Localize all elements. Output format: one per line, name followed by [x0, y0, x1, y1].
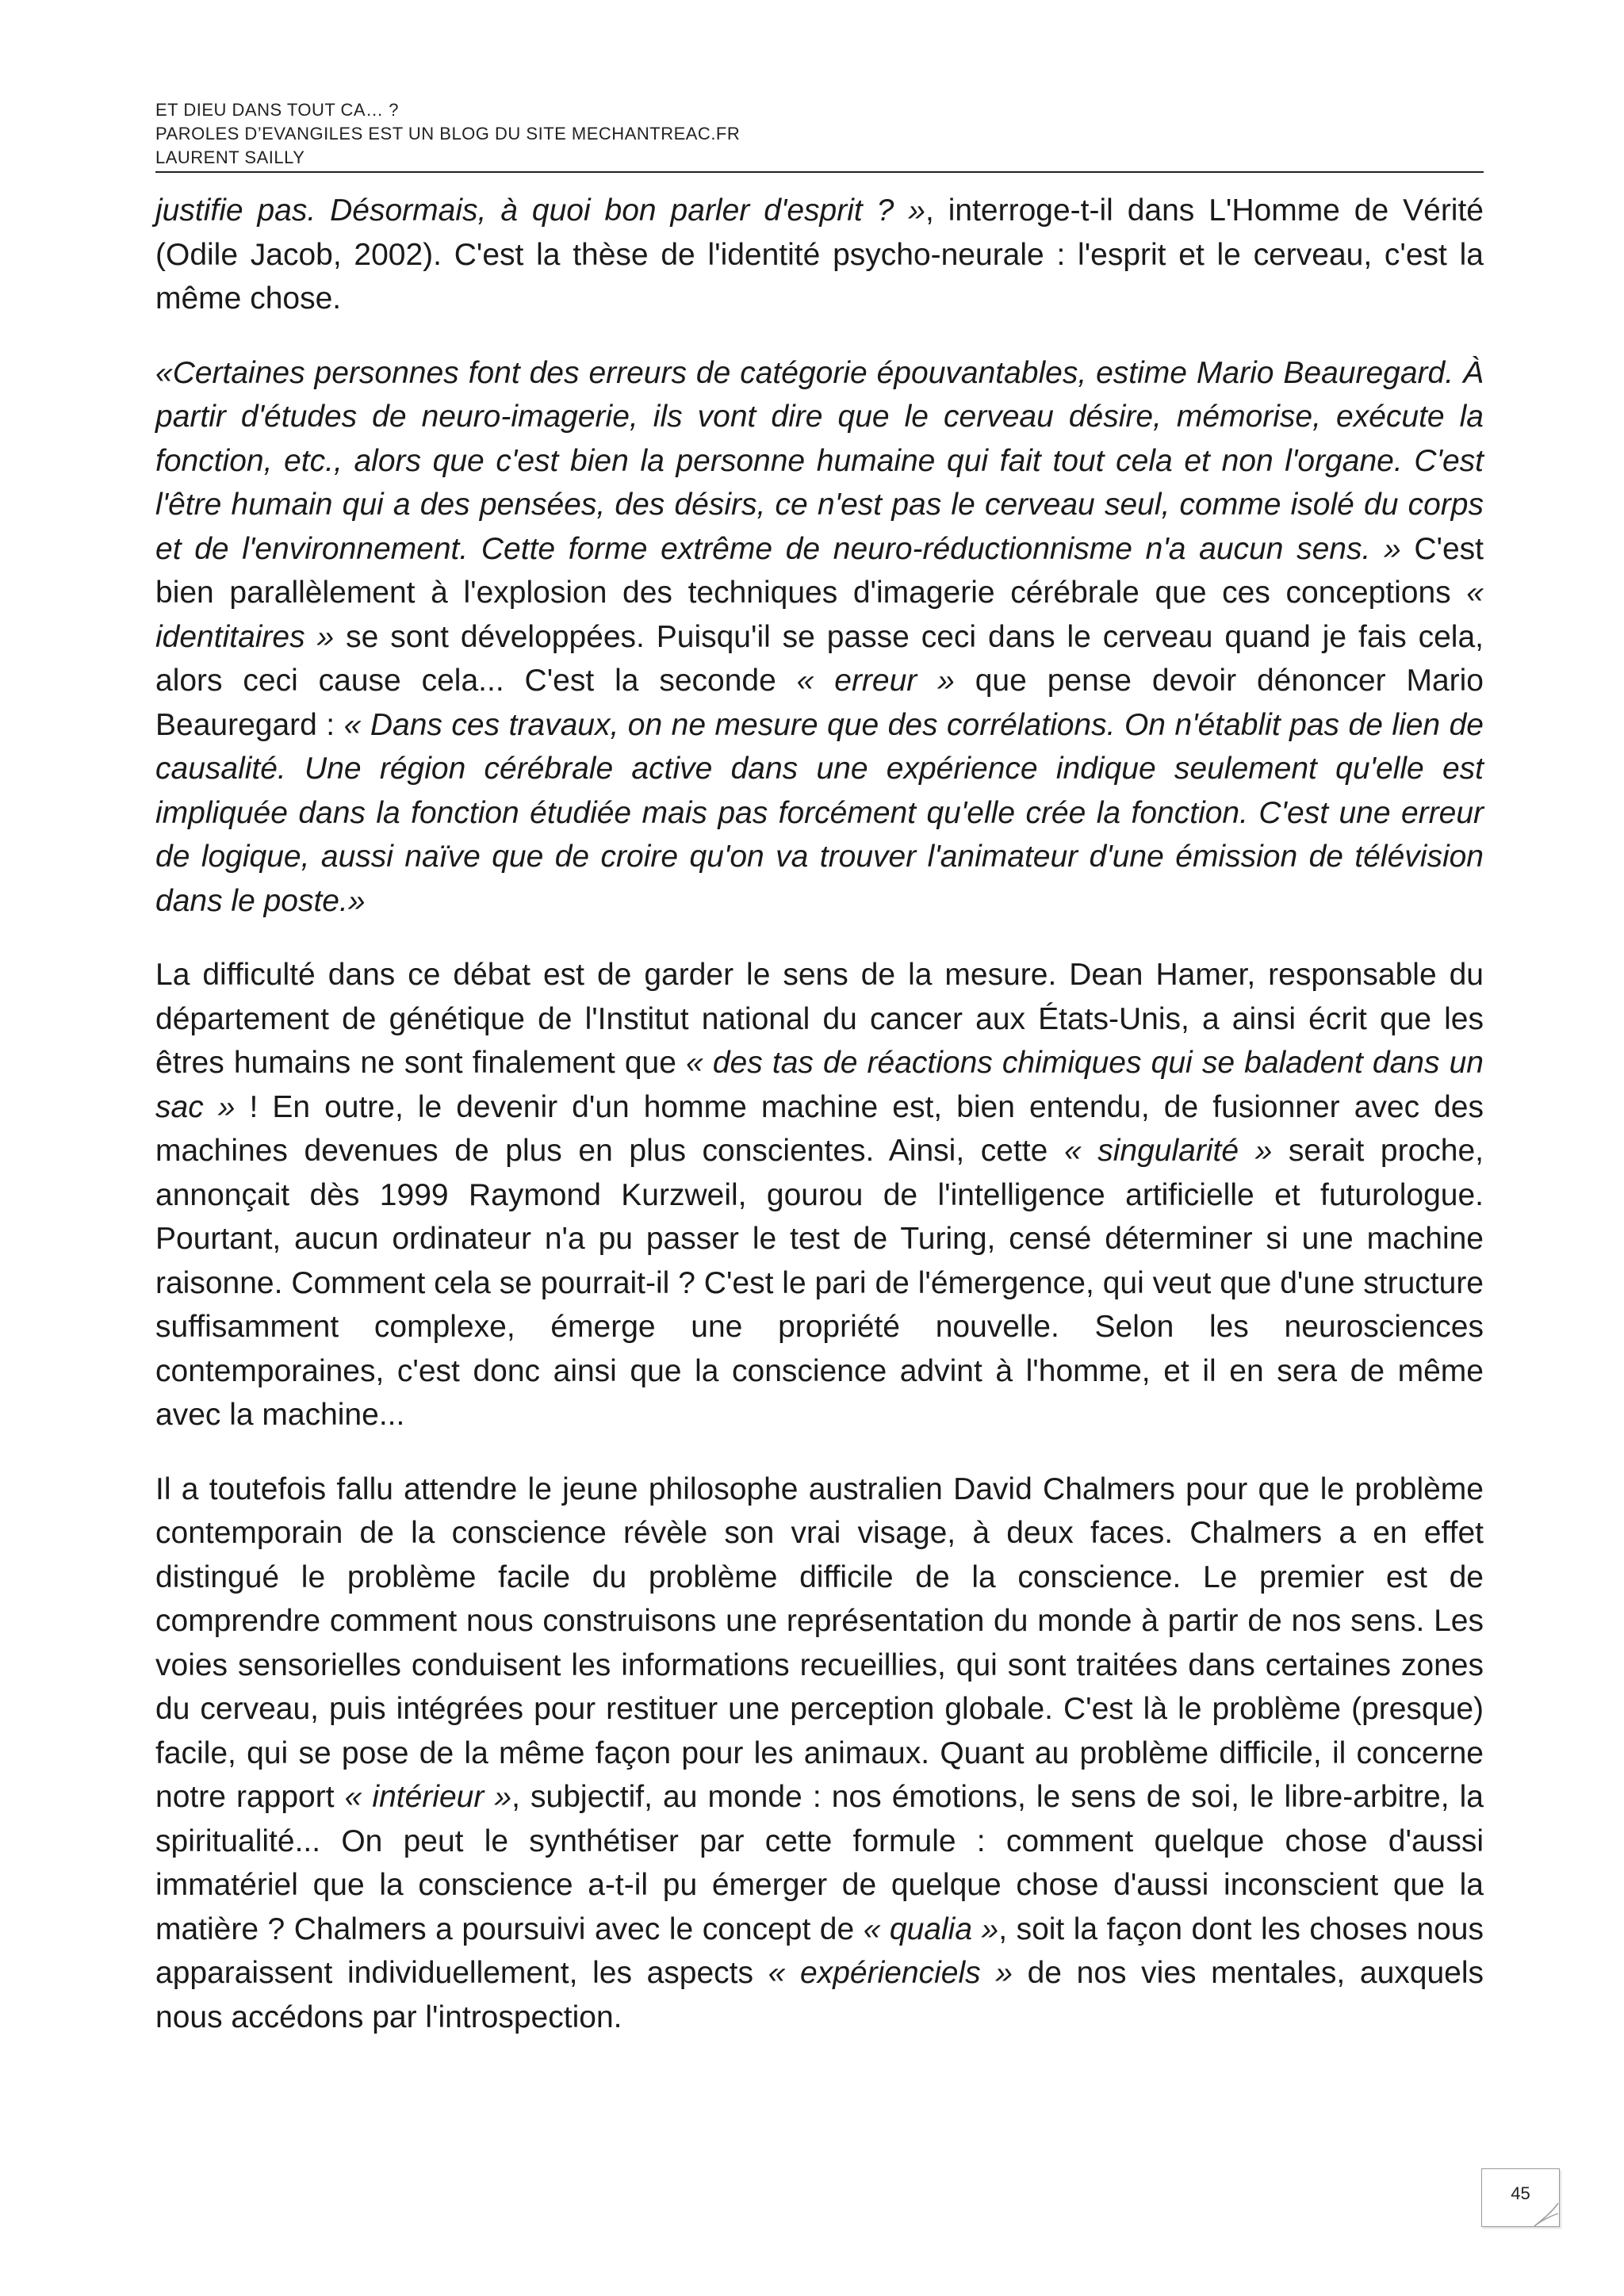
italic-term: « intérieur » — [344, 1780, 512, 1814]
page-number-box — [1481, 2168, 1560, 2227]
italic-term: « erreur » — [796, 664, 955, 698]
page-curl-icon — [1533, 2202, 1559, 2227]
text-run: que pense devoir dénoncer Mario Beauregard : — [155, 664, 1484, 742]
page-number: 45 — [1511, 2183, 1530, 2203]
header-blog-line: PAROLES D’EVANGILES EST UN BLOG DU SITE MECHANTREAC.FR — [155, 124, 741, 144]
document-body — [155, 189, 1484, 2069]
paragraph-2 — [155, 351, 1484, 924]
text-run: La difficulté dans ce débat est de garder le sens de la mesure. Dean Hamer, responsable du département de génétique de l'Institut national du cancer aux États-Unis, a ainsi écrit que les êtres humains ne sont finalement que — [155, 958, 1484, 1080]
italic-term: « identitaires » — [155, 576, 1484, 654]
italic-term: « qualia » — [863, 1911, 999, 1946]
page-header — [155, 98, 1484, 173]
text-run: , soit la façon dont les choses nous apparaissent individuellement, les aspects — [155, 1911, 1484, 1990]
italic-quote: « des tas de réactions chimiques qui se baladent dans un sac » — [155, 1046, 1484, 1124]
text-run: , subjectif, au monde : nos émotions, le sens de soi, le libre-arbitre, la spiritualité... On peut le synthétiser par cette formule : comment quelque chose d'aussi immatériel que la conscience a-t-il pu émerger de quelque chose d'aussi inconscient que la matière ? Chalmers a poursuivi avec le concept de — [155, 1780, 1484, 1946]
text-run: C'est bien parallèlement à l'explosion des techniques d'imagerie cérébrale que ces conceptions — [155, 531, 1484, 610]
paragraph-1 — [155, 189, 1484, 321]
paragraph-3 — [155, 953, 1484, 1437]
text-run: , interroge-t-il dans L'Homme de Vérité (Odile Jacob, 2002). C'est la thèse de l'identité psycho-neurale : l'esprit et le cerveau, c'est la même chose. — [155, 193, 1484, 316]
italic-term: « singularité » — [1063, 1134, 1273, 1168]
text-run: de nos vies mentales, auxquels nous accédons par l'introspection. — [155, 1956, 1484, 2034]
text-run: Il a toutefois fallu attendre le jeune philosophe australien David Chalmers pour que le problème contemporain de la conscience révèle son vrai visage, à deux faces. Chalmers a en effet distingué le problème facile du problème difficile de la conscience. Le premier est de comprendre comment nous construisons une représentation du monde à partir de nos sens. Les voies sensorielles conduisent les informations recueillies, qui sont traitées dans certaines zones du cerveau, puis intégrées pour restituer une perception globale. C'est là le problème (presque) facile, qui se pose de la même façon pour les animaux. Quant au problème difficile, il concerne notre rapport — [155, 1471, 1484, 1814]
paragraph-4 — [155, 1468, 1484, 2040]
italic-quote: «Certaines personnes font des erreurs de catégorie épouvantables, estime Mario Beauregard. À partir d'études de neuro-imagerie, ils vont dire que le cerveau désire, mémorise, exécute la fonction, etc., alors que c'est bien la personne humaine qui fait tout cela et non l'organe. C'est l'être humain qui a des pensées, des désirs, ce n'est pas le cerveau seul, comme isolé du corps et de l'environnement. Cette forme extrême de neuro-réductionnisme n'a aucun sens. » — [155, 355, 1484, 566]
header-book-title: ET DIEU DANS TOUT CA… ? — [155, 100, 399, 120]
italic-quote: justifie pas. Désormais, à quoi bon parler d'esprit ? » — [155, 193, 925, 228]
text-run: ! En outre, le devenir d'un homme machine est, bien entendu, de fusionner avec des machines devenues de plus en plus conscientes. Ainsi, cette — [155, 1089, 1484, 1168]
italic-term: « expérienciels » — [768, 1956, 1013, 1990]
text-run: se sont développées. Puisqu'il se passe ceci dans le cerveau quand je fais cela, alors ceci cause cela... C'est la seconde — [155, 619, 1484, 698]
text-run: serait proche, annonçait dès 1999 Raymond Kurzweil, gourou de l'intelligence artificielle et futurologue. Pourtant, aucun ordinateur n'a pu passer le test de Turing, censé déterminer si une machine raisonne. Comment cela se pourrait-il ? C'est le pari de l'émergence, qui veut que d'une structure suffisamment complexe, émerge une propriété nouvelle. Selon les neurosciences contemporaines, c'est donc ainsi que la conscience advint à l'homme, et il en sera de même avec la machine... — [155, 1134, 1484, 1432]
header-author: LAURENT SAILLY — [155, 147, 305, 167]
italic-quote: « Dans ces travaux, on ne mesure que des corrélations. On n'établit pas de lien de causalité. Une région cérébrale active dans une expérience indique seulement qu'elle est impliquée dans la fonction étudiée mais pas forcément qu'elle crée la fonction. C'est une erreur de logique, aussi naïve que de croire qu'on va trouver l'animateur d'une émission de télévision dans le poste.» — [155, 707, 1484, 918]
